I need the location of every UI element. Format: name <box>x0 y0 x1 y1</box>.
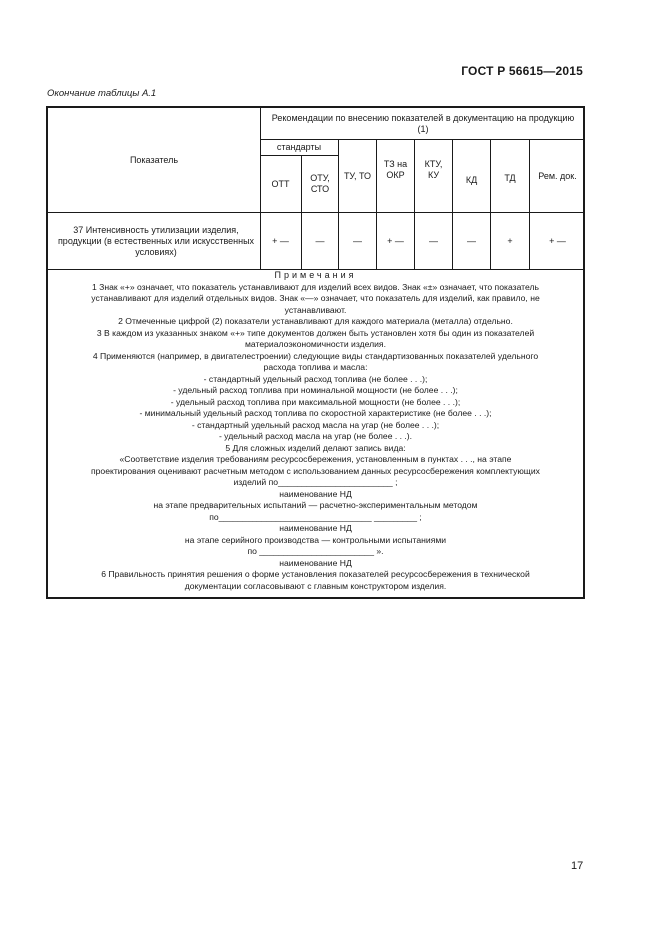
header-col-otu-sto: ОТУ, СТО <box>310 173 330 194</box>
page-number: 17 <box>571 860 584 872</box>
note-line: расхода топлива и масла: <box>263 362 368 372</box>
notes-block <box>48 270 583 592</box>
header-col-rem-dok: Рем. док. <box>538 170 577 181</box>
note-line: по ________________________ ». <box>247 546 384 556</box>
header-col-tu-to: ТУ, ТО <box>343 170 372 181</box>
row-value-td: + <box>507 235 513 246</box>
note-line: 6 Правильность принятия решения о форме установления показателей ресурсосбережения в технической <box>101 569 530 579</box>
note-line: 4 Применяются (например, в двигателестроении) следующие виды стандартизованных показателей удельного <box>92 350 539 361</box>
row-value-otu-sto: — <box>315 235 325 246</box>
header-col-td: ТД <box>504 172 516 183</box>
row-indicator: 37 Интенсивность утилизации изделия, продукции (в естественных или искусственных условиях) <box>57 224 255 257</box>
header-col-ktu-ku: КТУ, КУ <box>424 159 443 180</box>
header-col-tz-okr: ТЗ на ОКР <box>383 159 408 180</box>
note-line: наименование НД <box>279 557 352 568</box>
header-col-ott: ОТТ <box>271 178 290 189</box>
row-value-tu-to: — <box>353 235 362 246</box>
row-value-rem-dok: + — <box>549 235 566 246</box>
header-indicator: Показатель <box>129 154 179 165</box>
note-line: устанавливают. <box>284 304 347 315</box>
note-line: 1 Знак «+» означает, что показатель устанавливают для изделий всех видов. Знак «±» означает, что показатель <box>92 281 539 292</box>
note-line: - удельный расход топлива при максимальной мощности (не более . . .); <box>170 396 461 407</box>
note-line: устанавливают для изделий отдельных видов. Знак «—» означает, что показатель для изделий, как правило, не <box>91 293 540 303</box>
note-line: - удельный расход топлива при номинальной мощности (не более . . .); <box>173 385 458 395</box>
header-recommendations: Рекомендации по внесению показателей в документацию на продукцию (1) <box>271 112 575 134</box>
row-value-ktu-ku: — <box>429 235 438 246</box>
note-line: «Соответствие изделия требованиям ресурсосбережения, установленным в пунктах . . ., на этапе <box>119 454 512 464</box>
header-col-kd: КД <box>465 174 478 185</box>
note-line: 3 В каждом из указанных знаком «+» типе документов должен быть установлен хотя бы один из показателей <box>96 327 535 338</box>
note-line: документации согласовывают с главным конструктором изделия. <box>184 580 447 591</box>
row-value-ott: + — <box>272 235 289 246</box>
row-value-kd: — <box>467 235 476 246</box>
header-standards: стандарты <box>276 141 322 152</box>
standard-designation: ГОСТ Р 56615—2015 <box>461 64 583 78</box>
notes-title: Примечания <box>274 270 357 280</box>
table-caption: Окончание таблицы А.1 <box>47 88 157 99</box>
note-line: 5 Для сложных изделий делают запись вида: <box>225 442 406 453</box>
note-line: на этапе предварительных испытаний — расчетно-экспериментальным методом <box>153 500 478 510</box>
note-line: - стандартный удельный расход топлива (не более . . .); <box>203 373 428 384</box>
note-line: - стандартный удельный расход масла на угар (не более . . .); <box>191 419 440 430</box>
note-line: - минимальный удельный расход топлива по скоростной характеристике (не более . . .); <box>139 408 492 418</box>
note-line: 2 Отмеченные цифрой (2) показатели устанавливают для каждого материала (металла) отдельно. <box>118 316 513 326</box>
note-line: на этапе серийного производства — контрольными испытаниями <box>184 534 447 545</box>
note-line: материалоэкономичности изделия. <box>245 339 386 349</box>
note-line: - удельный расход масла на угар (не более . . .). <box>218 431 413 441</box>
note-line: по________________________________ _________ ; <box>209 511 422 522</box>
note-line: проектирования оценивают расчетным методом с использованием данных ресурсосбережения комплектующих <box>91 465 540 476</box>
recommendations-table <box>46 106 585 599</box>
note-line: изделий по________________________ ; <box>233 477 398 487</box>
note-line: наименование НД <box>279 488 352 499</box>
row-value-tz-okr: + — <box>387 235 404 246</box>
note-line: наименование НД <box>279 523 352 533</box>
